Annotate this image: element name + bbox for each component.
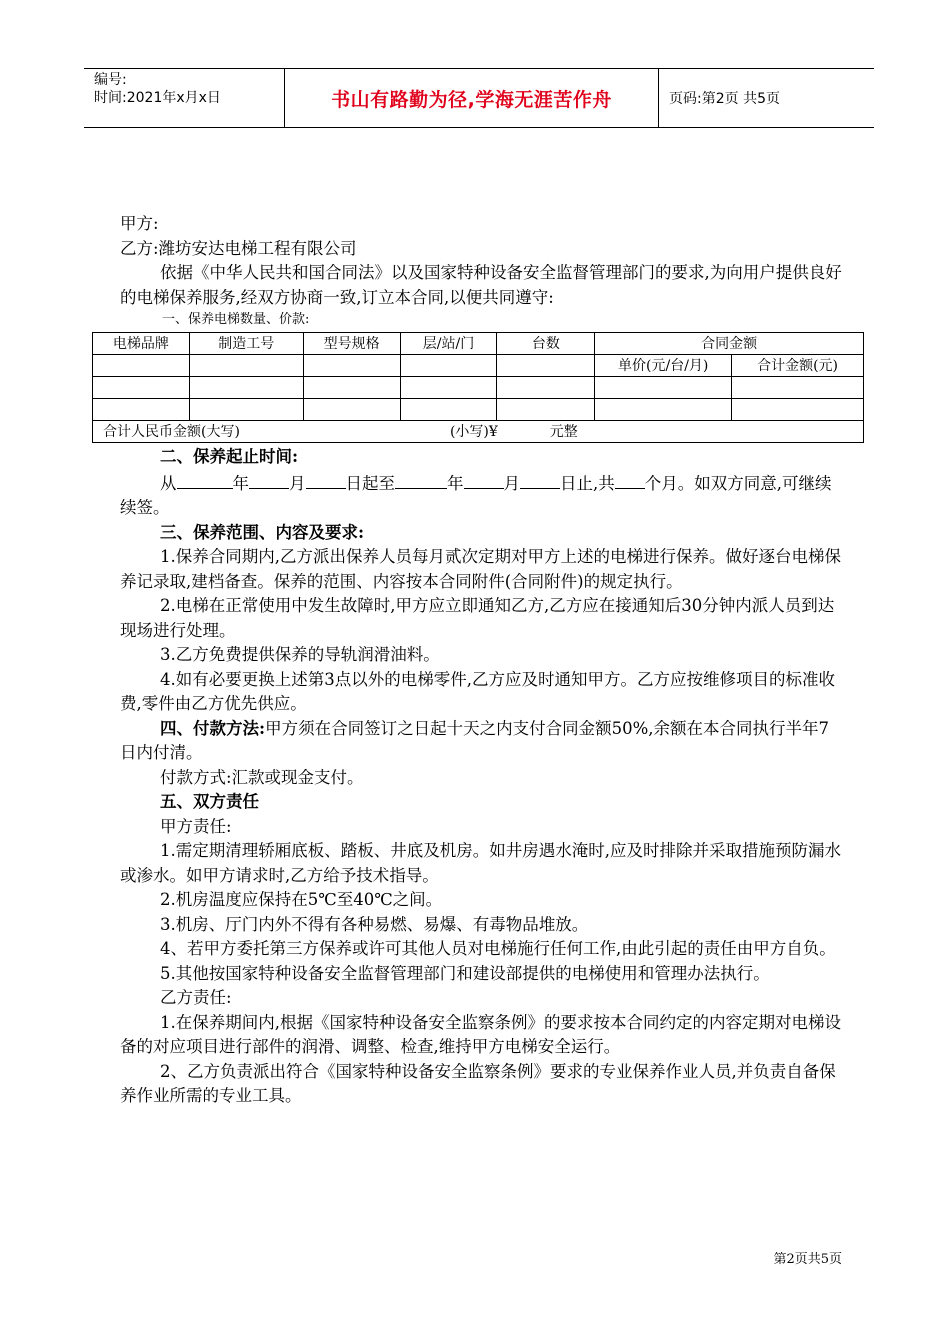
total-small: (小写)¥ bbox=[449, 423, 498, 440]
total-unit: 元整 bbox=[549, 423, 578, 440]
party-a-duty: 1.需定期清理轿厢底板、踏板、井底及机房。如井房遇水淹时,应及时排除并采取措施预防漏水或渗水。如甲方请求时,乙方给予技术指导。 bbox=[120, 841, 841, 885]
section3-title: 三、保养范围、内容及要求: bbox=[160, 522, 365, 542]
col-count: 台数 bbox=[497, 333, 595, 355]
elevator-table bbox=[92, 332, 864, 443]
section3-item: 2.电梯在正常使用中发生故障时,甲方应立即通知乙方,乙方应在接通知后30分钟内派人员到达现场进行处理。 bbox=[120, 596, 835, 640]
party-b: 乙方:潍坊安达电梯工程有限公司 bbox=[120, 238, 357, 258]
col-model: 型号规格 bbox=[303, 333, 400, 355]
section3-item: 4.如有必要更换上述第3点以外的电梯零件,乙方应及时通知甲方。乙方应按维修项目的标准收费,零件由乙方优先供应。 bbox=[120, 669, 835, 713]
section1-title: 一、保养电梯数量、价款: bbox=[162, 312, 310, 327]
time-label: 时间:2021年x月x日 bbox=[94, 90, 221, 106]
number-label: 编号: bbox=[94, 72, 127, 88]
section2-title: 二、保养起止时间: bbox=[160, 447, 299, 466]
party-a-duties-title: 甲方责任: bbox=[160, 816, 232, 836]
party-b-duty: 1.在保养期间内,根据《国家特种设备安全监察条例》的要求按本合同约定的内容定期对电梯设备的对应项目进行部件的润滑、调整、检查,维持甲方电梯安全运行。 bbox=[120, 1012, 841, 1056]
col-floors: 层/站/门 bbox=[400, 333, 497, 355]
col-serial: 制造工号 bbox=[189, 333, 303, 355]
col-total: 合计金额(元) bbox=[732, 355, 864, 377]
section2-text: 从 年 月 日起至 年 月 日止,共 个月。如双方同意,可继续续签。 bbox=[120, 470, 845, 521]
section4-text: 甲方须在合同签订之日起十天之内支付合同金额50%,余额在本合同执行半年7日内付清。 bbox=[120, 718, 830, 762]
header-page-label: 页码:第2页 共5页 bbox=[669, 91, 780, 107]
section4-paragraph bbox=[120, 717, 845, 766]
col-brand: 电梯品牌 bbox=[93, 333, 190, 355]
header-meta bbox=[84, 69, 285, 127]
col-amount: 合同金额 bbox=[595, 333, 864, 355]
table-row bbox=[93, 355, 864, 377]
table-row bbox=[93, 399, 864, 421]
party-b-duties-title: 乙方责任: bbox=[160, 988, 232, 1007]
section4-title: 四、付款方法: bbox=[160, 718, 266, 738]
section5-title: 五、双方责任 bbox=[160, 792, 259, 811]
section3-item: 1.保养合同期内,乙方派出保养人员每月贰次定期对甲方上述的电梯进行保养。做好逐台电梯保养记录取,建档备查。保养的范围、内容按本合同附件(合同附件)的规定执行。 bbox=[120, 547, 841, 591]
party-a-duty: 2.机房温度应保持在5℃至40℃之间。 bbox=[160, 890, 443, 909]
header-motto: 书山有路勤为径,学海无涯苦作舟 bbox=[285, 69, 659, 127]
total-label: 合计人民币金额(大写) bbox=[103, 423, 240, 440]
table-row bbox=[93, 377, 864, 399]
payment-method: 付款方式:汇款或现金支付。 bbox=[160, 767, 364, 787]
document-body bbox=[103, 212, 845, 1109]
party-a: 甲方: bbox=[120, 214, 159, 233]
page-footer: 第2页共5页 bbox=[773, 1252, 842, 1267]
party-b-duty: 2、乙方负责派出符合《国家特种设备安全监察条例》要求的专业保养作业人员,并负责自备保养作业所需的专业工具。 bbox=[120, 1061, 836, 1105]
page-header bbox=[84, 68, 874, 128]
party-a-duty: 5.其他按国家特种设备安全监督管理部门和建设部提供的电梯使用和管理办法执行。 bbox=[160, 963, 770, 983]
party-a-duty: 3.机房、厅门内外不得有各种易燃、易爆、有毒物品堆放。 bbox=[160, 914, 589, 934]
table-header-row bbox=[93, 333, 864, 355]
intro-paragraph: 依据《中华人民共和国合同法》以及国家特种设备安全监督管理部门的要求,为向用户提供良好的电梯保养服务,经双方协商一致,订立本合同,以便共同遵守: bbox=[120, 263, 842, 307]
col-unit-price: 单价(元/台/月) bbox=[595, 355, 732, 377]
table-total-row bbox=[93, 421, 864, 443]
section3-item: 3.乙方免费提供保养的导轨润滑油料。 bbox=[160, 645, 440, 664]
party-a-duty: 4、若甲方委托第三方保养或许可其他人员对电梯施行任何工作,由此引起的责任由甲方自负。 bbox=[160, 939, 836, 958]
